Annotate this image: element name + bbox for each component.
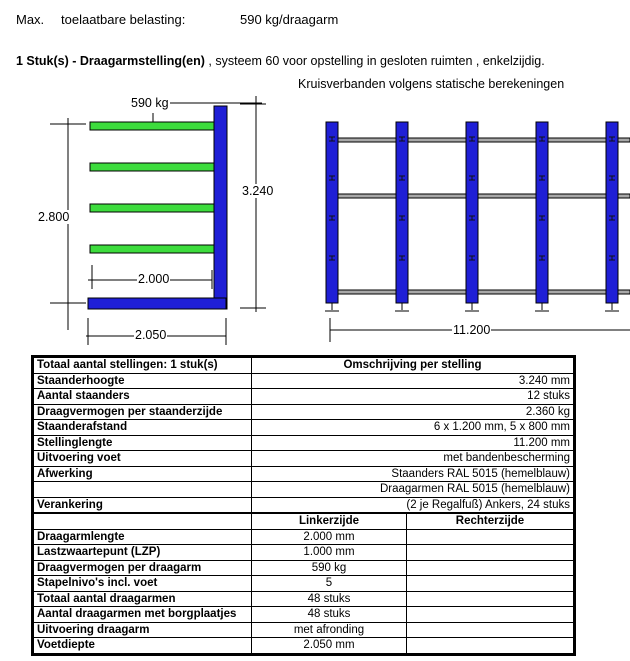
arm-4 [90,245,214,253]
left-side-value: 590 kg [252,560,407,576]
table-row [34,389,574,405]
table-row [34,373,574,389]
left-side-header: Linkerzijde [252,513,407,529]
arm-length-label: 2.000 [138,272,170,286]
foot [88,298,226,309]
right-side-value [407,607,574,623]
specification-table [33,357,574,654]
left-side-value: 2.000 mm [252,529,407,545]
row-value: 2.360 kg [252,404,574,420]
front-view-drawing [325,122,630,342]
row-label: Afwerking [34,466,252,482]
right-side-header: Rechterzijde [407,513,574,529]
brace-top [330,138,630,142]
left-side-value: 5 [252,576,407,592]
total-racks-header: Totaal aantal stellingen: 1 stuk(s) [34,358,252,374]
right-side-value [407,622,574,638]
title-rest: , systeem 60 voor opstelling in gesloten ruimten , enkelzijdig. [204,54,545,68]
left-side-value: 2.050 mm [252,638,407,654]
right-side-value [407,560,574,576]
table-row [34,482,574,498]
table-row [34,622,574,638]
row-label: Voetdiepte [34,638,252,654]
row-label [34,482,252,498]
row-label: Draagarmlengte [34,529,252,545]
load-label: toelaatbare belasting: [61,12,186,27]
arm-1 [90,122,214,130]
row-value: (2 je Regalfuß) Ankers, 24 stuks [252,497,574,513]
row-label: Draagvermogen per staanderzijde [34,404,252,420]
row-label: Uitvoering draagarm [34,622,252,638]
row-value: 3.240 mm [252,373,574,389]
table-row [34,545,574,561]
row-label: Lastzwaartepunt (LZP) [34,545,252,561]
row-value: Staanders RAL 5015 (hemelblauw) [252,466,574,482]
row-value: 12 stuks [252,389,574,405]
table-row [34,638,574,654]
right-side-value [407,638,574,654]
table-row [34,591,574,607]
load-value: 590 kg/draagarm [240,12,339,27]
right-side-value [407,591,574,607]
table-row [34,576,574,592]
load-label-drawing: 590 kg [131,96,169,110]
left-side-value: 1.000 mm [252,545,407,561]
height-total-label: 3.240 [242,184,274,198]
row-value: 11.200 mm [252,435,574,451]
left-side-value: 48 stuks [252,591,407,607]
height-upright-label: 2.800 [38,210,70,224]
row-label: Stapelnivo's incl. voet [34,576,252,592]
arm-3 [90,204,214,212]
row-label: Draagvermogen per draagarm [34,560,252,576]
description-header: Omschrijving per stelling [252,358,574,374]
arm-2 [90,163,214,171]
row-label: Staanderhoogte [34,373,252,389]
table-row [34,420,574,436]
row-label: Stellinglengte [34,435,252,451]
right-side-value [407,576,574,592]
sides-header-row [34,513,574,529]
table-row [34,404,574,420]
table-row [34,560,574,576]
table-row [34,451,574,467]
table-header-row [34,358,574,374]
right-side-value [407,545,574,561]
row-label: Uitvoering voet [34,451,252,467]
max-label: Max. [16,12,45,27]
table-row [34,529,574,545]
table-row [34,435,574,451]
brace-bottom [330,290,630,294]
side-view-drawing [50,96,266,345]
upright [214,106,227,309]
table-row [34,497,574,513]
title-bold: 1 Stuk(s) - Draagarmstelling(en) [16,54,205,68]
row-label: Aantal staanders [34,389,252,405]
row-label: Verankering [34,497,252,513]
left-side-value: 48 stuks [252,607,407,623]
row-value: 6 x 1.200 mm, 5 x 800 mm [252,420,574,436]
row-label: Totaal aantal draagarmen [34,591,252,607]
foot-depth-label: 2.050 [135,328,167,342]
row-value: Draagarmen RAL 5015 (hemelblauw) [252,482,574,498]
row-label: Staanderafstand [34,420,252,436]
left-side-value: met afronding [252,622,407,638]
length-label: 11.200 [453,323,491,337]
table-row [34,466,574,482]
table-row [34,607,574,623]
bracing-note: Kruisverbanden volgens statische berekeningen [298,77,565,91]
row-value: met bandenbescherming [252,451,574,467]
right-side-value [407,529,574,545]
row-label: Aantal draagarmen met borgplaatjes [34,607,252,623]
brace-middle [330,194,630,198]
